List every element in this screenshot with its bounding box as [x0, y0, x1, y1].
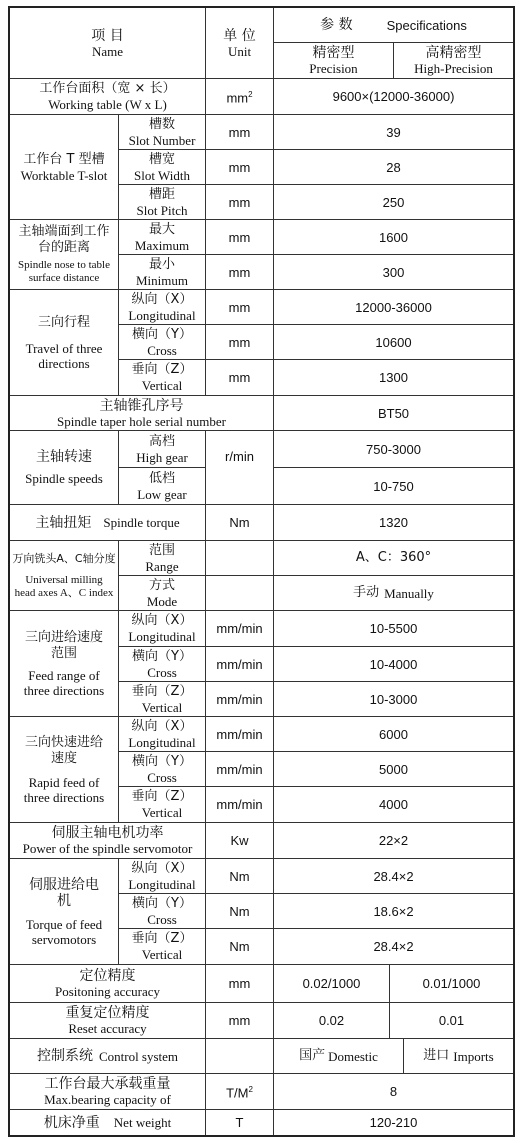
- torque-label: 主轴扭矩 Spindle torque: [10, 505, 206, 541]
- speeds-low-value: 10-750: [274, 468, 513, 505]
- milling-range-label: 范围 Range: [119, 541, 206, 576]
- feed-x-value: 10-5500: [274, 611, 513, 647]
- nose-min-unit: mm: [206, 255, 274, 290]
- header-specs-zh: 参 数: [320, 17, 353, 33]
- max-bearing-value: 8: [274, 1074, 513, 1110]
- feed-y-unit: mm/min: [206, 647, 274, 682]
- net-weight-label: 机床净重 Net weight: [10, 1110, 206, 1135]
- tslot-pitch-unit: mm: [206, 185, 274, 220]
- header-precision: [274, 43, 394, 79]
- travel-y-value: 10600: [274, 325, 513, 360]
- servo-torque-label: 伺服进给电机 Torque of feed servomotors: [10, 859, 119, 965]
- max-bearing-unit: $T/M^2$: [206, 1074, 274, 1110]
- working-table-unit: $mm^2$: [206, 79, 274, 115]
- nose-min-label: 最小 Minimum: [119, 255, 206, 290]
- header-item-en: Name: [91, 43, 124, 59]
- servo-y-unit: Nm: [206, 894, 274, 929]
- servo-z-value: 28.4×2: [274, 929, 513, 965]
- feed-x-unit: mm/min: [206, 611, 274, 647]
- positioning-precision: 0.02/1000: [274, 965, 390, 1003]
- servo-z-label: 垂向（Z） Vertical: [119, 929, 206, 965]
- milling-head-label: 万向铣头A、C轴分度 Universal milling head axes A、C index: [10, 541, 119, 611]
- positioning-label: 定位精度 Positoning accuracy: [10, 965, 206, 1003]
- rapid-x-unit: mm/min: [206, 717, 274, 752]
- control-label: 控制系统 Control system: [10, 1039, 206, 1074]
- feed-y-value: 10-4000: [274, 647, 513, 682]
- tslot-number-value: 39: [274, 115, 513, 150]
- header-unit-en: Unit: [227, 43, 252, 59]
- nose-max-value: 1600: [274, 220, 513, 255]
- travel-y-unit: mm: [206, 325, 274, 360]
- positioning-high: 0.01/1000: [390, 965, 513, 1003]
- max-bearing-label: 工作台最大承载重量 Max.bearing capacity of: [10, 1074, 206, 1110]
- reset-unit: mm: [206, 1003, 274, 1039]
- positioning-unit: mm: [206, 965, 274, 1003]
- travel-x-unit: mm: [206, 290, 274, 325]
- rapid-feed-label: 三向快速进给速度 Rapid feed of three directions: [10, 717, 119, 823]
- feed-y-label: 横向（Y） Cross: [119, 647, 206, 682]
- control-unit: [206, 1039, 274, 1074]
- servo-power-value: 22×2: [274, 823, 513, 859]
- control-high: 进口 Imports: [404, 1039, 513, 1074]
- milling-mode-unit: [206, 576, 274, 611]
- travel-y-label: 横向（Y） Cross: [119, 325, 206, 360]
- feed-z-label: 垂向（Z） Vertical: [119, 682, 206, 717]
- torque-unit: Nm: [206, 505, 274, 541]
- feed-z-unit: mm/min: [206, 682, 274, 717]
- servo-z-unit: Nm: [206, 929, 274, 965]
- nose-max-label: 最大 Maximum: [119, 220, 206, 255]
- rapid-z-unit: mm/min: [206, 787, 274, 823]
- header-high-zh: 高精密型: [425, 45, 482, 61]
- servo-y-value: 18.6×2: [274, 894, 513, 929]
- milling-range-value: A、C：360°: [274, 541, 513, 576]
- servo-power-label: 伺服主轴电机功率 Power of the spindle servomotor: [10, 823, 206, 859]
- header-specs-en: Specifications: [386, 17, 467, 33]
- speeds-low-label: 低档 Low gear: [119, 468, 206, 505]
- working-table-label: [10, 79, 206, 115]
- tslot-width-label: 槽宽 Slot Width: [119, 150, 206, 185]
- spec-table: [8, 6, 515, 1137]
- milling-mode-label: 方式 Mode: [119, 576, 206, 611]
- header-precision-zh: 精密型: [312, 45, 355, 61]
- header-item-zh: 项 目: [91, 27, 124, 44]
- tslot-number-label: 槽数 Slot Number: [119, 115, 206, 150]
- nose-min-value: 300: [274, 255, 513, 290]
- nose-max-unit: mm: [206, 220, 274, 255]
- travel-z-label: 垂向（Z） Vertical: [119, 360, 206, 396]
- travel-label: 三向行程 Travel of three directions: [10, 290, 119, 396]
- tslot-width-unit: mm: [206, 150, 274, 185]
- net-weight-value: 120-210: [369, 1115, 418, 1130]
- taper-label: 主轴锥孔序号 Spindle taper hole serial number: [10, 396, 274, 431]
- speeds-unit: r/min: [206, 431, 274, 505]
- rapid-x-value: 6000: [274, 717, 513, 752]
- rapid-y-value: 5000: [274, 752, 513, 787]
- speeds-high-label: 高档 High gear: [119, 431, 206, 468]
- net-weight-unit: T: [206, 1110, 274, 1135]
- header-unit-zh: 单 位: [223, 27, 256, 44]
- reset-label: 重复定位精度 Reset accuracy: [10, 1003, 206, 1039]
- tslot-pitch-label: 槽距 Slot Pitch: [119, 185, 206, 220]
- reset-precision: 0.02: [274, 1003, 390, 1039]
- rapid-z-label: 垂向（Z） Vertical: [119, 787, 206, 823]
- header-precision-en: Precision: [309, 61, 358, 76]
- servo-x-value: 28.4×2: [274, 859, 513, 894]
- header-high-en: High-Precision: [414, 61, 493, 76]
- working-table-en: Working table (W x L): [48, 97, 167, 112]
- travel-x-value: 12000-36000: [274, 290, 513, 325]
- rapid-z-value: 4000: [274, 787, 513, 823]
- tslot-pitch-value: 250: [274, 185, 513, 220]
- servo-power-unit: Kw: [206, 823, 274, 859]
- travel-z-unit: mm: [206, 360, 274, 396]
- header-unit: [206, 8, 274, 79]
- servo-y-label: 横向（Y） Cross: [119, 894, 206, 929]
- travel-x-label: 纵向（X） Longitudinal: [119, 290, 206, 325]
- header-item: [10, 8, 206, 79]
- milling-range-unit: [206, 541, 274, 576]
- tslot-number-unit: mm: [206, 115, 274, 150]
- torque-value: 1320: [274, 505, 513, 541]
- control-precision: 国产 Domestic: [274, 1039, 404, 1074]
- feed-range-label: 三向进给速度范围 Feed range of three directions: [10, 611, 119, 717]
- speeds-label: 主轴转速 Spindle speeds: [10, 431, 119, 505]
- taper-value: BT50: [274, 396, 513, 431]
- tslot-label: 工作台 T 型槽 Worktable T-slot: [10, 115, 119, 220]
- rapid-x-label: 纵向（X） Longitudinal: [119, 717, 206, 752]
- feed-z-value: 10-3000: [274, 682, 513, 717]
- travel-z-value: 1300: [274, 360, 513, 396]
- rapid-y-unit: mm/min: [206, 752, 274, 787]
- servo-x-unit: Nm: [206, 859, 274, 894]
- milling-mode-value: 手动 Manually: [274, 576, 513, 611]
- header-high-precision: [394, 43, 513, 79]
- working-table-value: 9600×(12000-36000): [274, 79, 513, 115]
- tslot-width-value: 28: [274, 150, 513, 185]
- rapid-y-label: 横向（Y） Cross: [119, 752, 206, 787]
- header-specs: [274, 8, 513, 43]
- working-table-zh: 工作台面积（宽 × 长）: [39, 81, 176, 96]
- nose-label: 主轴端面到工作台的距离 Spindle nose to table surface distance: [10, 220, 119, 290]
- servo-x-label: 纵向（X） Longitudinal: [119, 859, 206, 894]
- speeds-high-value: 750-3000: [274, 431, 513, 468]
- feed-x-label: 纵向（X） Longitudinal: [119, 611, 206, 647]
- reset-high: 0.01: [390, 1003, 513, 1039]
